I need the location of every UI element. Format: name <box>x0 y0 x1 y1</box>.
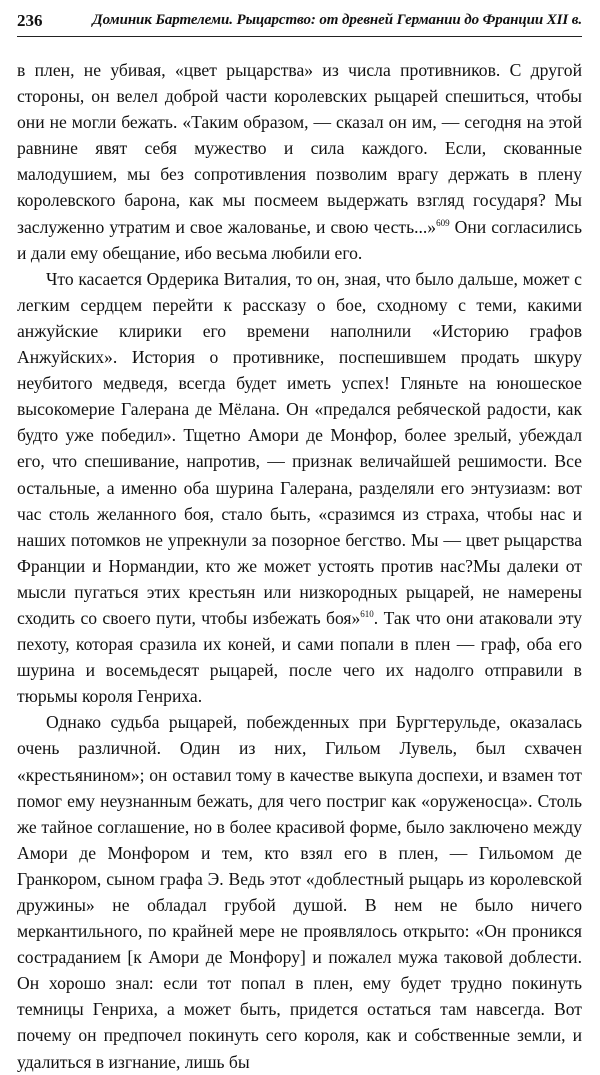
paragraph <box>17 709 582 1074</box>
paragraph-continuation <box>17 57 582 266</box>
footnote-marker[interactable]: 609 <box>436 217 450 228</box>
paragraph-text: . Так что они атаковали эту пехоту, которая сразила их коней, и сами попали в плен — граф, оба его шурина и восемьдесят рыцарей, после чего их надолго отправили в тюрьмы короля Генриха. <box>17 607 582 707</box>
page-number: 236 <box>17 11 43 30</box>
running-title: Доминик Бартелеми. Рыцарство: от древней Германии до Франции XII в. <box>92 12 582 28</box>
footnote-marker[interactable]: 610 <box>360 609 374 620</box>
paragraph-text: Что касается Ордерика Виталия, то он, зная, что было дальше, может с легким сердцем перейти к рассказу о бое, сходному с теми, какими анжуйские клирики его времени наполнили «Историю графов Анжуйских». История о противнике, поспешившем продать шкуру неубитого медведя, всегда будет иметь успех! Гляньте на юношеское высокомерие Галерана де Мёлана. Он «предался ребяческой радости, как будто уже победил». Тщетно Амори де Монфор, более зрелый, убеждал его, что спешивание, напротив, — признак величайшей решимости. Все остальные, а именно оба шурина Галерана, разделяли его энтузиазм: вот час столь желанного боя, стало быть, «сразимся из страха, чтобы нас и наших потомков не упрекнули за позорное бегство. Мы — цвет рыцарства Франции и Нормандии, кто же может устоять против нас?Мы далеки от мысли пугаться этих крестьян или низкородных рыцарей, не намерены сходить со своего пути, чтобы избежать боя» <box>17 268 582 628</box>
paragraph-text: Однако судьба рыцарей, побежденных при Бургтерульде, оказалась очень различной. Один из них, Гильом Лувель, был схвачен «крестьянином»; он оставил тому в качестве выкупа доспехи, и взамен тот помог ему неузнанным бежать, для чего постриг как «оруженосца». Столь же тайное соглашение, но в более красивой форме, было заключено между Амори де Монфором и тем, кто взял его в плен, — Гильомом де Гранкором, сыном графа Э. Ведь этот «доблестный рыцарь из королевской дружины» не обладал грубой душой. В нем не было ничего меркантильного, по крайней мере не проявлялось открыто: «Он проникся состраданием [к Амори де Монфору] и пожалел мужа таковой доблести. Он хорошо знал: если тот попал в плен, ему будет трудно покинуть темницы Генриха, а может быть, придется остаться там навсегда. Вот почему он предпочел покинуть сего короля, как и собственные земли, и удалиться в изгнание, лишь бы <box>17 712 582 1072</box>
paragraph <box>17 266 582 710</box>
running-header <box>17 10 582 37</box>
body-text <box>17 57 582 1075</box>
paragraph-text: в плен, не убивая, «цвет рыцарства» из числа противников. С другой стороны, он велел доброй части королевских рыцарей спешиться, чтобы они не могли бежать. «Таким образом, — сказал он им, — сегодня на этой равнине явят себя мужество и сила каждого. Если, скованные малодушием, мы без сопротивления позволим врагу держать в плену королевского барона, как мы посмеем выдержать взгляд государя? Мы заслуженно утратим и свое жалованье, и свою честь...» <box>17 60 582 237</box>
paragraph-text: Они согласились и дали ему обещание, ибо весьма любили его. <box>17 216 582 263</box>
